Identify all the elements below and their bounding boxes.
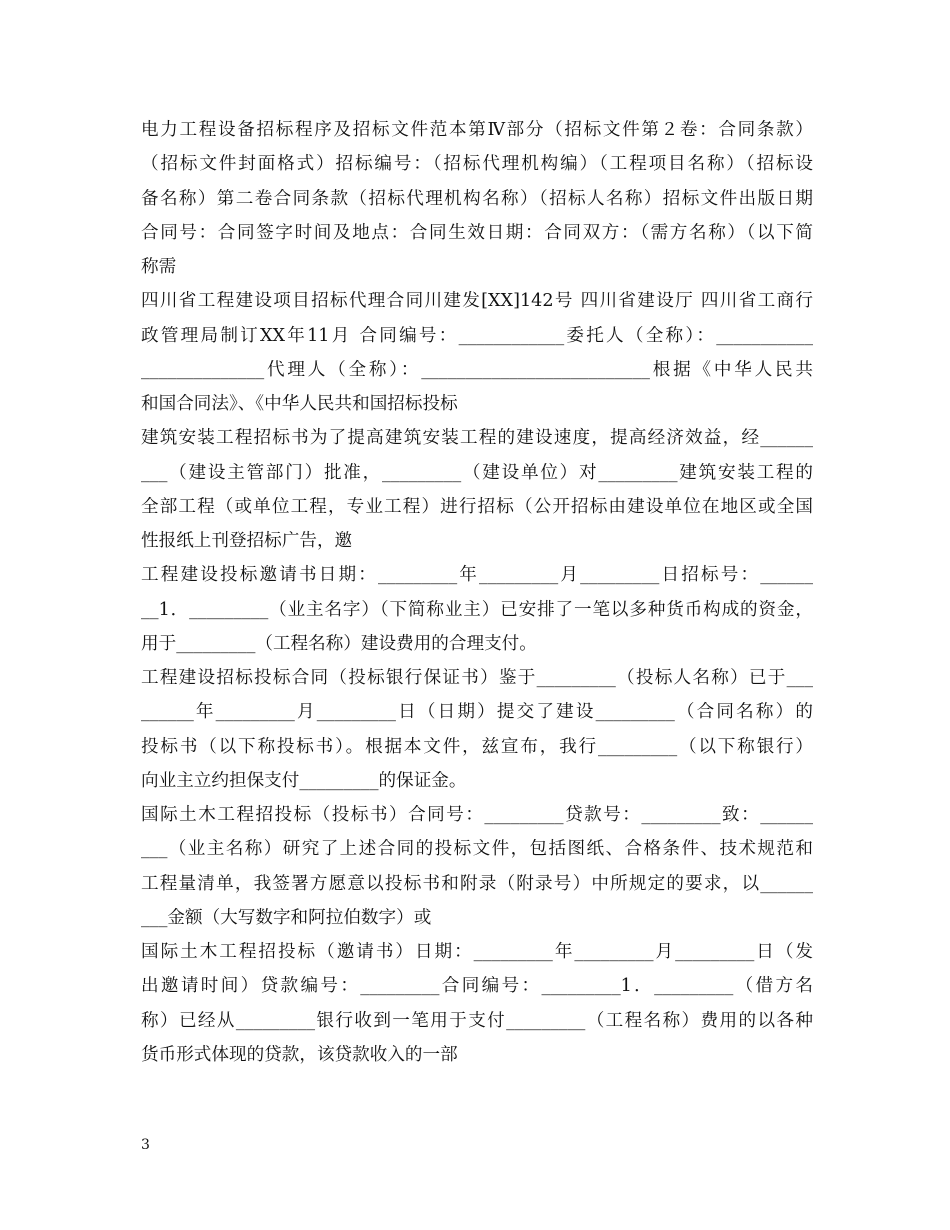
text-line: ______年_________月_________日（日期）提交了建设_________（合同名称）的: [141, 702, 813, 723]
text-line: 国际土木工程招投标（邀请书）日期：_________年_________月_________日（发: [141, 942, 813, 962]
text-line: 货币形式体现的贷款，该贷款收入的一部: [141, 1044, 458, 1065]
text-line: 合同号：合同签字时间及地点：合同生效日期：合同双方：（需方名称）（以下简: [141, 222, 813, 243]
text-line: 工程建设投标邀请书日期：_________年_________月_________日招标号：______: [141, 565, 813, 586]
text-line: ___金额（大写数字和阿拉伯数字）或: [141, 907, 432, 928]
text-line: （招标文件封面格式）招标编号：（招标代理机构编）（工程项目名称）（招标设: [141, 154, 813, 175]
text-line: 四川省工程建设项目招标代理合同川建发[XX]142号 四川省建设厅 四川省工商行: [141, 291, 813, 312]
text-line: 向业主立约担保支付_________的保证金。: [141, 770, 467, 791]
text-line: 政管理局制订XX年11月 合同编号：____________委托人（全称）：___________: [141, 325, 813, 346]
text-line: 出邀请时间）贷款编号：_________合同编号：_________1．_________（借方名: [141, 976, 813, 997]
text-line: 全部工程（或单位工程，专业工程）进行招标（公开招标由建设单位在地区或全国: [141, 496, 813, 517]
text-line: 称需: [141, 257, 177, 277]
text-line: 备名称）第二卷合同条款（招标代理机构名称）（招标人名称）招标文件出版日期: [141, 188, 813, 209]
text-line: ___（业主名称）研究了上述合同的投标文件，包括图纸、合格条件、技术规范和: [141, 839, 813, 860]
text-line: 性报纸上刊登招标广告，邀: [141, 531, 353, 551]
text-line: __1．_________（业主名字）（下简称业主）已安排了一笔以多种货币构成的资金，: [141, 599, 813, 620]
text-line: 建筑安装工程招标书为了提高建筑安装工程的建设速度，提高经济效益，经______: [141, 428, 813, 449]
text-line: 工程量清单，我签署方愿意以投标书和附录（附录号）中所规定的要求，以______: [141, 873, 813, 894]
text-line: ___（建设主管部门）批准，_________（建设单位）对_________建筑安装工程的: [141, 462, 813, 483]
text-line: 和国合同法》、《中华人民共和国招标投标: [141, 394, 458, 414]
text-line: 工程建设招标投标合同（投标银行保证书）鉴于_________（投标人名称）已于___: [141, 668, 813, 688]
document-body: [141, 113, 813, 1072]
text-line: 用于_________（工程名称）建设费用的合理支付。: [141, 633, 537, 654]
page-number: 3: [141, 1137, 150, 1153]
text-line: ______________代理人（全称）：__________________________根据《中华人民共: [141, 359, 813, 380]
text-line: 称）已经从_________银行收到一笔用于支付_________（工程名称）费用的以各种: [141, 1010, 813, 1031]
text-line: 投标书（以下称投标书）。根据本文件，兹宣布，我行_________（以下称银行）: [141, 736, 813, 757]
text-line: 电力工程设备招标程序及招标文件范本第Ⅳ部分（招标文件第２卷：合同条款）: [141, 120, 813, 140]
text-line: 国际土木工程招投标（投标书）合同号：_________贷款号：_________致：______: [141, 805, 813, 825]
